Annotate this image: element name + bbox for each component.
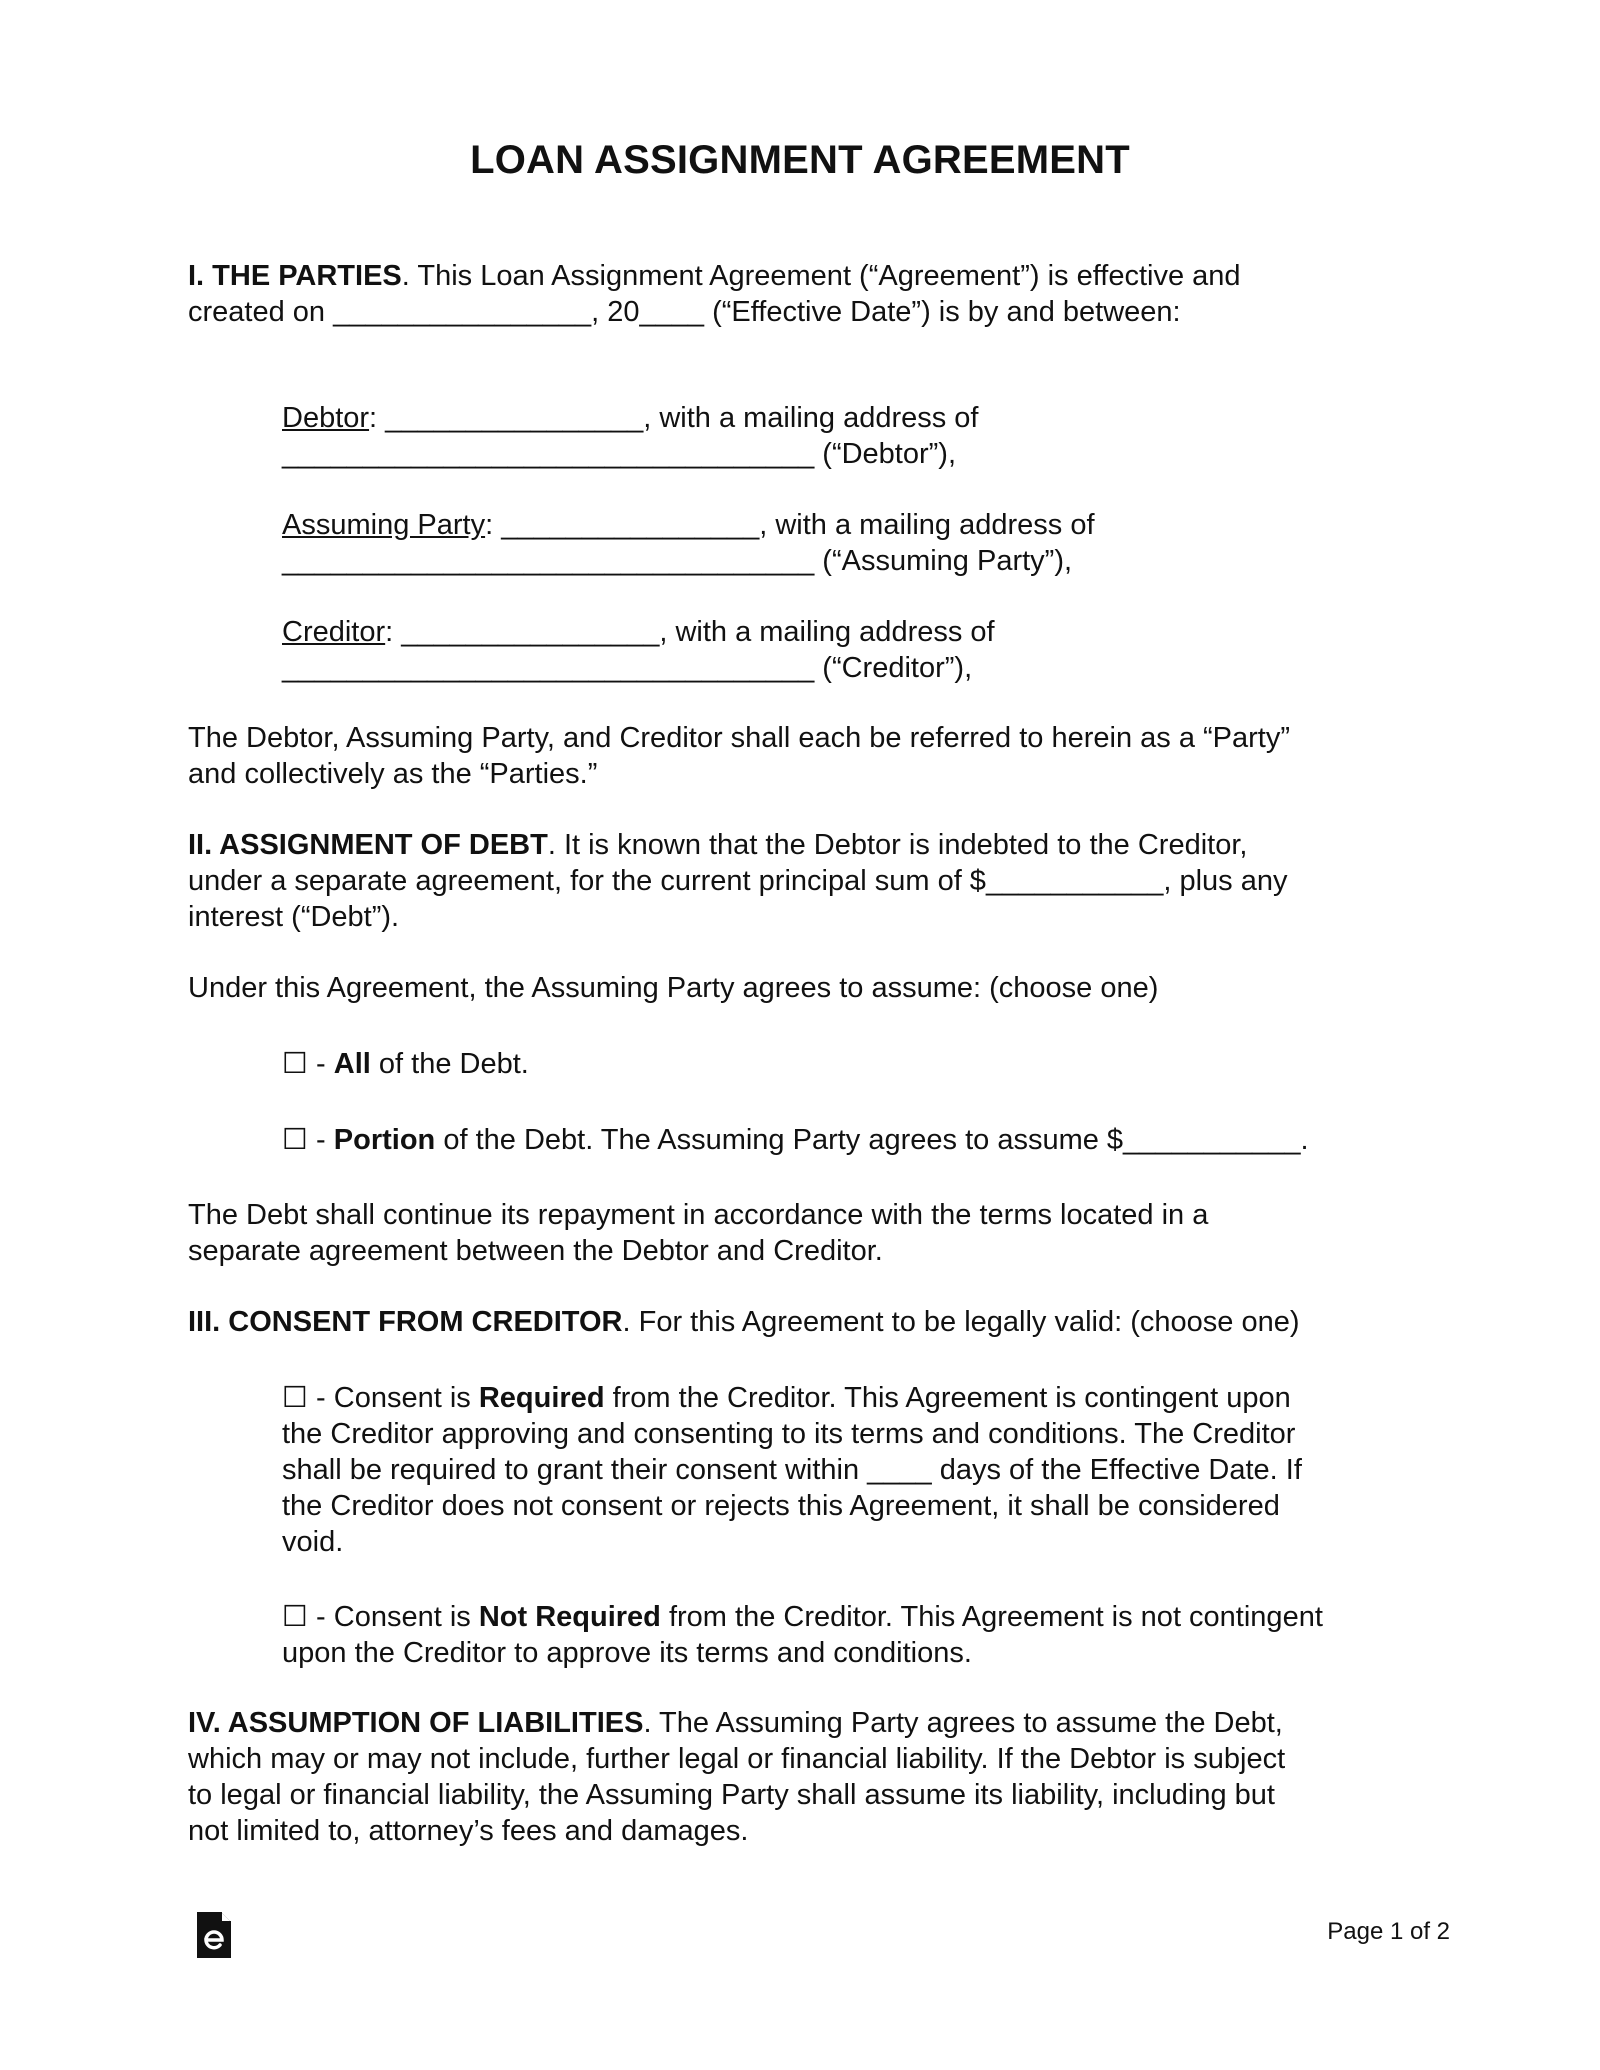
section-liabilities-line-3: to legal or financial liability, the Assuming Party shall assume its liability, including but	[188, 1779, 1275, 1811]
section-parties-heading: I. THE PARTIES	[188, 260, 402, 292]
section-parties-line-2: created on ________________, 20____ (“Effective Date”) is by and between:	[188, 296, 1181, 328]
parties-note-line-1: The Debtor, Assuming Party, and Creditor shall each be referred to herein as a “Party”	[188, 722, 1290, 754]
repayment-line-2: separate agreement between the Debtor and Creditor.	[188, 1235, 883, 1267]
section-consent-line-1: III. CONSENT FROM CREDITOR. For this Agreement to be legally valid: (choose one)	[188, 1306, 1300, 1338]
section-liabilities-line-2: which may or may not include, further legal or financial liability. If the Debtor is subject	[188, 1743, 1286, 1775]
assume-intro: Under this Agreement, the Assuming Party agrees to assume: (choose one)	[188, 972, 1159, 1004]
option-consent-required-line-5: void.	[282, 1526, 344, 1558]
section-assignment-heading: II. ASSIGNMENT OF DEBT	[188, 829, 548, 861]
page-number: Page 1 of 2	[1327, 1918, 1450, 1945]
assuming-party-label: Assuming Party	[282, 509, 486, 541]
section-liabilities-heading: IV. ASSUMPTION OF LIABILITIES	[188, 1707, 644, 1739]
checkbox-portion-debt[interactable]: ☐ -	[282, 1124, 334, 1156]
option-all-debt[interactable]: ☐ - All of the Debt.	[282, 1048, 529, 1080]
debtor-line-1: Debtor: ________________, with a mailing address of	[282, 402, 979, 434]
assuming-party-line-2: _________________________________ (“Assuming Party”),	[282, 545, 1073, 577]
assuming-party-line-1: Assuming Party: ________________, with a mailing address of	[282, 509, 1095, 541]
parties-note-line-2: and collectively as the “Parties.”	[188, 758, 598, 790]
section-parties-line-1: I. THE PARTIES. This Loan Assignment Agreement (“Agreement”) is effective and	[188, 260, 1241, 292]
option-consent-required-line-2: the Creditor approving and consenting to its terms and conditions. The Creditor	[282, 1418, 1296, 1450]
option-consent-required-line-3: shall be required to grant their consent within ____ days of the Effective Date. If	[282, 1454, 1302, 1486]
section-liabilities-line-4: not limited to, attorney’s fees and damages.	[188, 1815, 749, 1847]
checkbox-consent-not-required[interactable]: ☐ - Consent is	[282, 1601, 479, 1633]
section-assignment-line-2: under a separate agreement, for the current principal sum of $___________, plus any	[188, 865, 1288, 897]
creditor-line-1: Creditor: ________________, with a mailing address of	[282, 616, 995, 648]
section-consent-heading: III. CONSENT FROM CREDITOR	[188, 1306, 623, 1338]
option-consent-required-line-1[interactable]: ☐ - Consent is Required from the Creditor. This Agreement is contingent upon	[282, 1382, 1291, 1414]
option-portion-debt[interactable]: ☐ - Portion of the Debt. The Assuming Party agrees to assume $___________.	[282, 1124, 1309, 1156]
eforms-logo-icon	[195, 1910, 233, 1960]
debtor-line-2: _________________________________ (“Debtor”),	[282, 438, 957, 470]
option-consent-required-line-4: the Creditor does not consent or rejects this Agreement, it shall be considered	[282, 1490, 1280, 1522]
creditor-line-2: _________________________________ (“Creditor”),	[282, 652, 973, 684]
option-consent-not-required-line-1[interactable]: ☐ - Consent is Not Required from the Creditor. This Agreement is not contingent	[282, 1601, 1323, 1633]
creditor-label: Creditor	[282, 616, 386, 648]
repayment-line-1: The Debt shall continue its repayment in accordance with the terms located in a	[188, 1199, 1209, 1231]
debtor-label: Debtor	[282, 402, 370, 434]
document-title: LOAN ASSIGNMENT AGREEMENT	[470, 138, 1130, 182]
option-consent-not-required-line-2: upon the Creditor to approve its terms and conditions.	[282, 1637, 972, 1669]
checkbox-consent-required[interactable]: ☐ - Consent is	[282, 1382, 479, 1414]
section-assignment-line-3: interest (“Debt”).	[188, 901, 400, 933]
checkbox-all-debt[interactable]: ☐ -	[282, 1048, 334, 1080]
section-liabilities-line-1: IV. ASSUMPTION OF LIABILITIES. The Assuming Party agrees to assume the Debt,	[188, 1707, 1283, 1739]
section-assignment-line-1: II. ASSIGNMENT OF DEBT. It is known that the Debtor is indebted to the Creditor,	[188, 829, 1248, 861]
